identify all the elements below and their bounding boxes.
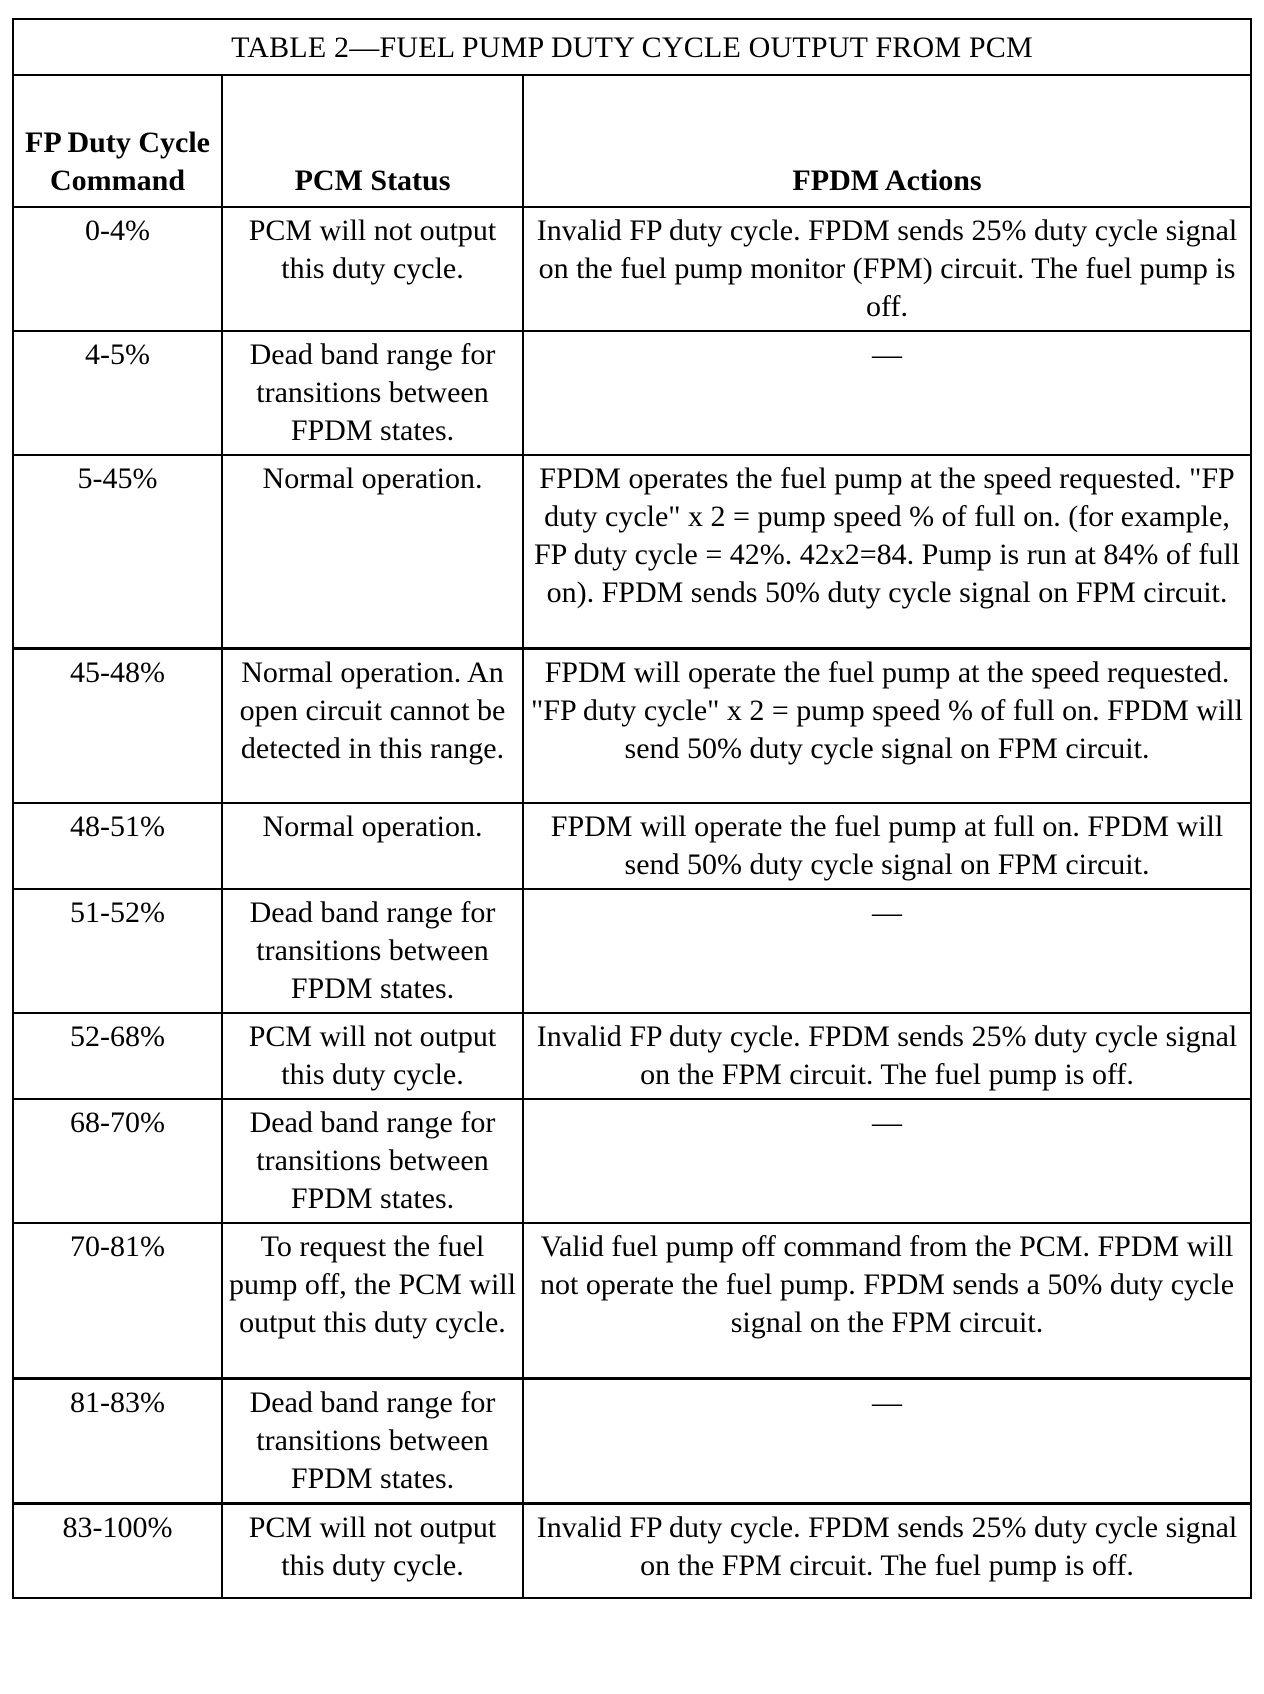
table-row bbox=[13, 207, 1251, 331]
cell-pcm-status: PCM will not output this duty cycle. bbox=[222, 1013, 523, 1099]
cell-command: 48-51% bbox=[13, 803, 222, 889]
duty-cycle-table bbox=[12, 18, 1252, 1599]
cell-command: 4-5% bbox=[13, 331, 222, 455]
cell-fpdm-action: — bbox=[523, 1378, 1251, 1503]
cell-pcm-status: Normal operation. bbox=[222, 455, 523, 648]
cell-command: 83-100% bbox=[13, 1503, 222, 1598]
cell-pcm-status: Normal operation. An open circuit cannot be detected in this range. bbox=[222, 648, 523, 803]
cell-pcm-status: To request the fuel pump off, the PCM will output this duty cycle. bbox=[222, 1223, 523, 1378]
cell-pcm-status: Dead band range for transitions between FPDM states. bbox=[222, 1099, 523, 1223]
cell-command: 51-52% bbox=[13, 889, 222, 1013]
cell-fpdm-action: FPDM will operate the fuel pump at full on. FPDM will send 50% duty cycle signal on FPM circuit. bbox=[523, 803, 1251, 889]
cell-fpdm-action: — bbox=[523, 331, 1251, 455]
table-row bbox=[13, 889, 1251, 1013]
table-body bbox=[13, 207, 1251, 1598]
table-row bbox=[13, 1503, 1251, 1598]
table-row bbox=[13, 803, 1251, 889]
table-row bbox=[13, 648, 1251, 803]
table-row bbox=[13, 1099, 1251, 1223]
cell-pcm-status: Dead band range for transitions between FPDM states. bbox=[222, 331, 523, 455]
cell-fpdm-action: Invalid FP duty cycle. FPDM sends 25% duty cycle signal on the FPM circuit. The fuel pump is off. bbox=[523, 1503, 1251, 1598]
cell-pcm-status: PCM will not output this duty cycle. bbox=[222, 207, 523, 331]
cell-command: 70-81% bbox=[13, 1223, 222, 1378]
table-row bbox=[13, 1013, 1251, 1099]
header-fpdm-actions: FPDM Actions bbox=[523, 75, 1251, 207]
cell-command: 81-83% bbox=[13, 1378, 222, 1503]
table-row bbox=[13, 455, 1251, 648]
cell-pcm-status: Normal operation. bbox=[222, 803, 523, 889]
cell-pcm-status: PCM will not output this duty cycle. bbox=[222, 1503, 523, 1598]
cell-pcm-status: Dead band range for transitions between FPDM states. bbox=[222, 889, 523, 1013]
table-row bbox=[13, 1223, 1251, 1378]
cell-fpdm-action: Invalid FP duty cycle. FPDM sends 25% duty cycle signal on the FPM circuit. The fuel pump is off. bbox=[523, 1013, 1251, 1099]
cell-fpdm-action: — bbox=[523, 889, 1251, 1013]
cell-command: 0-4% bbox=[13, 207, 222, 331]
cell-pcm-status: Dead band range for transitions between FPDM states. bbox=[222, 1378, 523, 1503]
cell-command: 68-70% bbox=[13, 1099, 222, 1223]
cell-fpdm-action: FPDM will operate the fuel pump at the speed requested. "FP duty cycle" x 2 = pump speed % of full on. FPDM will send 50% duty cycle signal on FPM circuit. bbox=[523, 648, 1251, 803]
cell-command: 52-68% bbox=[13, 1013, 222, 1099]
cell-command: 45-48% bbox=[13, 648, 222, 803]
cell-fpdm-action: FPDM operates the fuel pump at the speed requested. "FP duty cycle" x 2 = pump speed % of full on. (for example, FP duty cycle = 42%. 42x2=84. Pump is run at 84% of full on). FPDM sends 50% duty cycle signal on FPM circuit. bbox=[523, 455, 1251, 648]
cell-fpdm-action: — bbox=[523, 1099, 1251, 1223]
table-row bbox=[13, 331, 1251, 455]
cell-fpdm-action: Valid fuel pump off command from the PCM. FPDM will not operate the fuel pump. FPDM sends a 50% duty cycle signal on the FPM circuit. bbox=[523, 1223, 1251, 1378]
header-fp-duty-cycle-command: FP Duty Cycle Command bbox=[13, 75, 222, 207]
cell-fpdm-action: Invalid FP duty cycle. FPDM sends 25% duty cycle signal on the fuel pump monitor (FPM) circuit. The fuel pump is off. bbox=[523, 207, 1251, 331]
cell-command: 5-45% bbox=[13, 455, 222, 648]
table-row bbox=[13, 1378, 1251, 1503]
header-pcm-status: PCM Status bbox=[222, 75, 523, 207]
table-caption: TABLE 2—FUEL PUMP DUTY CYCLE OUTPUT FROM PCM bbox=[13, 19, 1251, 75]
